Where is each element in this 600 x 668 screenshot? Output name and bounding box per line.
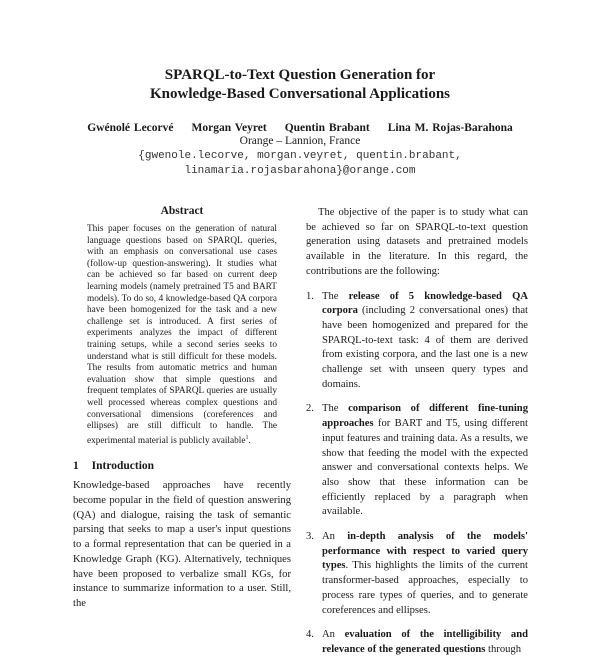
paper-title xyxy=(60,66,540,104)
item-text: (including 2 conversational ones) that have been homogenized and prepared for the SPARQL-to-text task: 4 of them are derived from existing corpora, and the last one is a new challenge set with unseen query types and domains. xyxy=(322,305,528,390)
title-line-2: Knowledge-Based Conversational Applications xyxy=(149,86,451,102)
email-line-1: {gwenole.lecorve, morgan.veyret, quentin.brabant, xyxy=(138,150,462,162)
item-emphasis: comparison of different fine-tuning approaches xyxy=(322,403,528,430)
left-column xyxy=(73,204,291,612)
item-number: 2. xyxy=(306,403,314,415)
item-emphasis: in-depth analysis of the models' performance with respect to varied query types xyxy=(322,531,528,572)
abstract-heading: Abstract xyxy=(160,205,204,217)
list-item xyxy=(306,628,528,657)
right-column xyxy=(306,204,528,668)
section-number: 1 xyxy=(73,460,79,473)
email-line-2: linamaria.rojasbarahona}@orange.com xyxy=(184,165,416,177)
item-number: 1. xyxy=(306,290,314,302)
title-line-1: SPARQL-to-Text Question Generation for xyxy=(164,67,436,83)
item-text: An xyxy=(322,629,345,641)
item-number: 3. xyxy=(306,531,314,543)
author-name: Quentin Brabant xyxy=(284,122,370,134)
item-text: . This highlights the limits of the current transformer-based approaches, especially to process rare types of queries, and to generate coreferences and ellipses. xyxy=(322,560,528,616)
section-title: Introduction xyxy=(91,460,155,473)
item-text: The xyxy=(322,290,349,302)
item-emphasis: release of 5 knowledge-based QA corpora xyxy=(322,290,528,317)
item-text: for BART and T5, using different input features and training data. As a results, we show that feeding the model with the expected answer and conversational contexts helps. We also show that these information can be efficiently replaced by a paragraph when available. xyxy=(322,418,528,518)
author-name: Lina M. Rojas-Barahona xyxy=(387,122,513,134)
item-number: 4. xyxy=(306,629,314,641)
list-item xyxy=(306,530,528,618)
section-heading-introduction xyxy=(73,459,291,474)
contributions-intro: The objective of the paper is to study what can be achieved so far on SPARQL-to-text question generation using datasets and pretrained models available in the literature. In this regard, the contributions are the following: xyxy=(306,207,528,277)
item-emphasis: evaluation of the intelligibility and relevance of the generated questions xyxy=(322,629,528,655)
item-text: The xyxy=(322,403,349,415)
list-item xyxy=(306,290,528,393)
author-name: Gwénolé Lecorvé xyxy=(87,122,174,134)
abstract-text xyxy=(87,224,277,447)
contributions-list xyxy=(306,290,528,658)
item-text: through xyxy=(485,643,522,655)
abstract-body: This paper focuses on the generation of natural language questions based on SPARQL queries, with an emphasis on conversational use cases (follow-up question-answering). It studies what can be achieved so far based on current deep learning models (namely pretrained T5 and BART models). To do so, 4 knowledge-based QA corpora have been homogenized for the task and a new challenge set is introduced. A first series of experiments analyzes the impact of different training setups, while a second series seeks to understand what is still difficult for these models. The results from automatic metrics and human evaluation show that simple questions and frequent templates of SPARQL queries are usually well processed whereas complex questions and conversational dimensions (coreferences and ellipses) are still difficult to handle. The experimental material is publicly available xyxy=(87,224,277,446)
author-emails xyxy=(60,149,540,179)
item-text: An xyxy=(322,531,348,543)
introduction-paragraph: Knowledge-based approaches have recently become popular in the field of question answering (QA) and dialogue, raising the task of semantic parsing that seeks to map a user's input questions to a formal representation that can be queried in a Knowledge Graph (KG). Alternatively, techniques have been proposed to verbalize small KGs, for instance to summarize information to a user. Still, the xyxy=(73,480,291,609)
author-name: Morgan Veyret xyxy=(191,122,267,134)
affiliation: Orange – Lannion, France xyxy=(239,135,361,147)
abstract-end: . xyxy=(248,435,251,446)
footnote-marker: 1 xyxy=(245,434,249,441)
list-item xyxy=(306,402,528,520)
